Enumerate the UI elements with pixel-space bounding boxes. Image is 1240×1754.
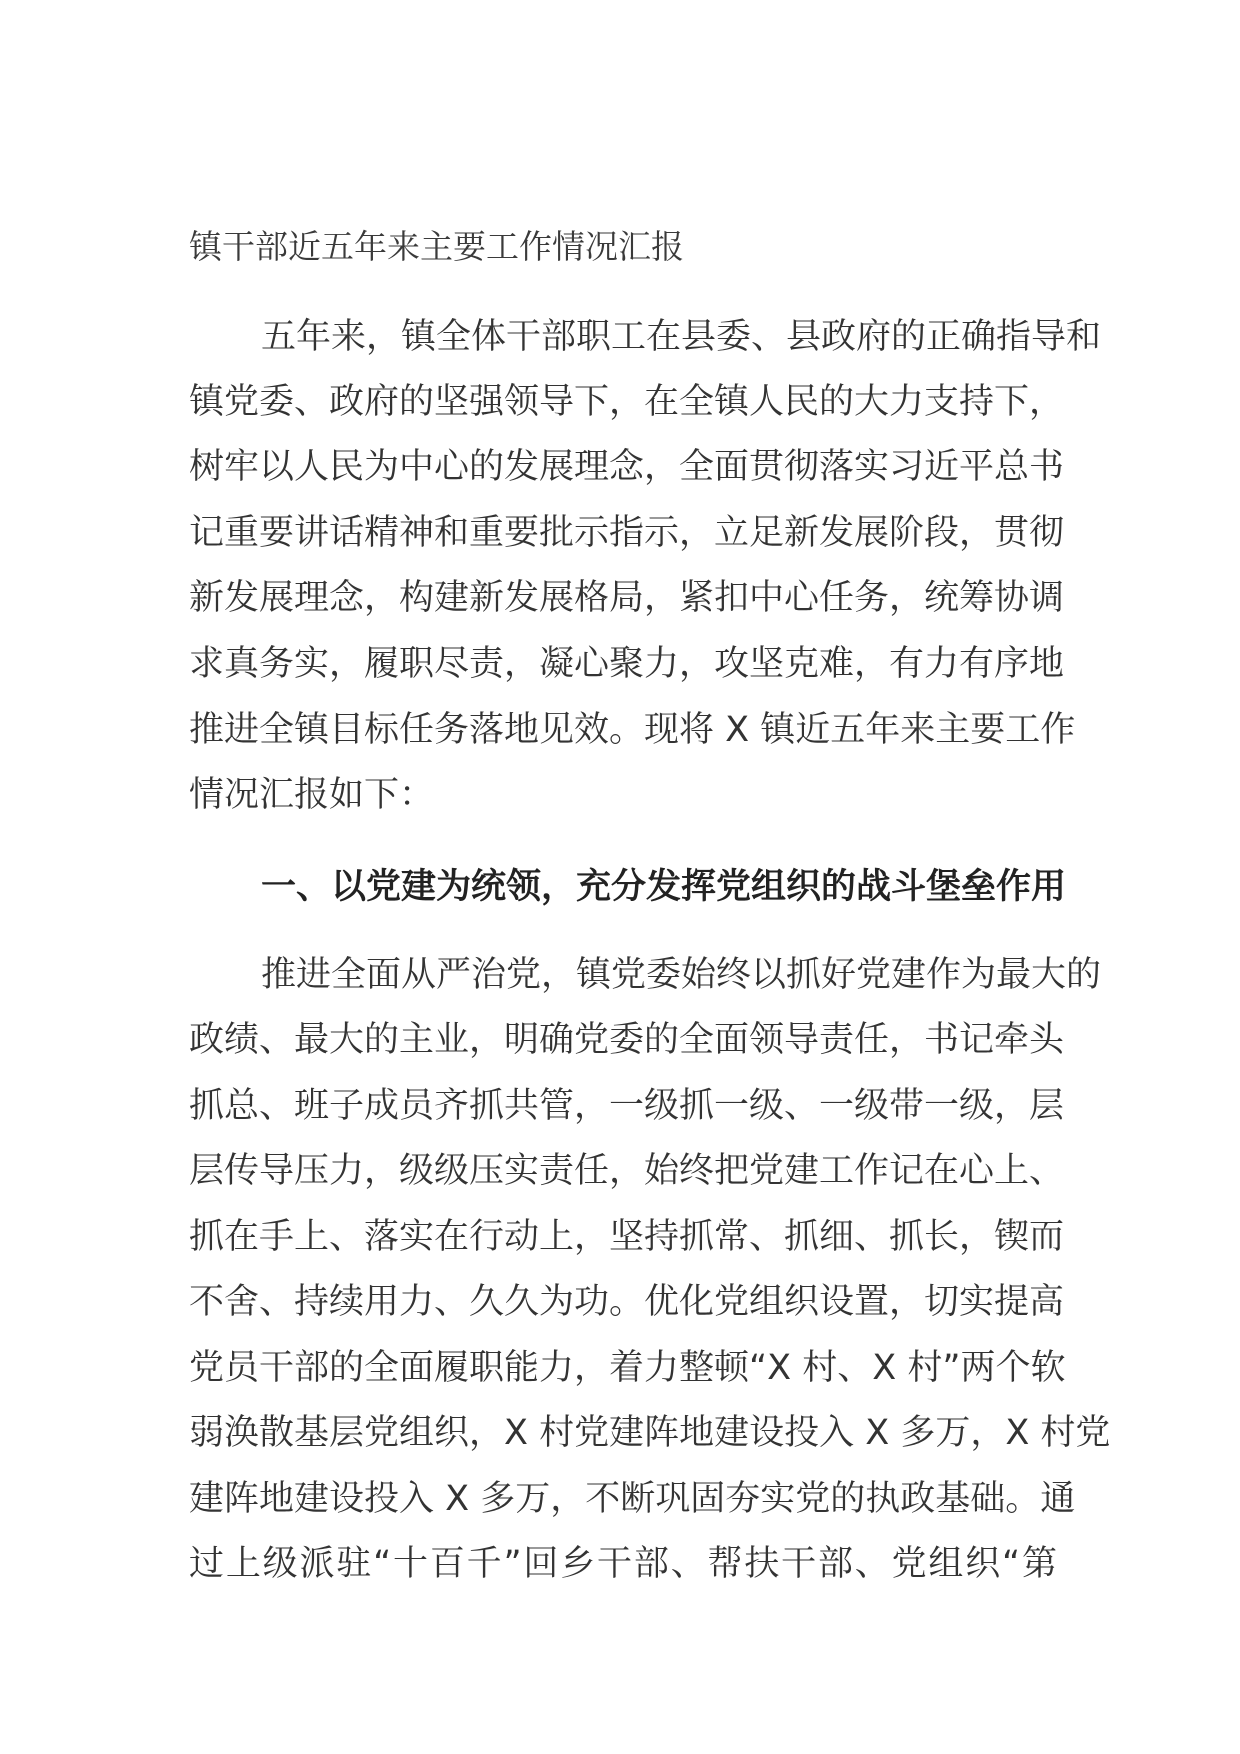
section-heading: 一、以党建为统领，充分发挥党组织的战斗堡垒作用 bbox=[261, 867, 1067, 907]
document-title: 镇干部近五年来主要工作情况汇报 bbox=[189, 227, 684, 266]
text-line: 不舍、持续用力、久久为功。优化党组织设置，切实提高 bbox=[189, 1282, 1065, 1322]
text-line: 推进全面从严治党，镇党委始终以抓好党建作为最大的 bbox=[261, 955, 1102, 995]
text-line: 记重要讲话精神和重要批示指示，立足新发展阶段，贯彻 bbox=[189, 513, 1065, 553]
text-line: 新发展理念，构建新发展格局，紧扣中心任务，统筹协调 bbox=[189, 578, 1065, 618]
text-line: 抓在手上、落实在行动上，坚持抓常、抓细、抓长，锲而 bbox=[189, 1217, 1065, 1257]
text-line: 政绩、最大的主业，明确党委的全面领导责任，书记牵头 bbox=[189, 1020, 1065, 1060]
text-line: 树牢以人民为中心的发展理念，全面贯彻落实习近平总书 bbox=[189, 447, 1065, 487]
text-line: 层传导压力，级级压实责任，始终把党建工作记在心上、 bbox=[189, 1151, 1065, 1191]
text-line: 过上级派驻“十百千”回乡干部、帮扶干部、党组织“第 bbox=[189, 1544, 1057, 1584]
text-line: 建阵地建设投入 X 多万，不断巩固夯实党的执政基础。通 bbox=[189, 1479, 1076, 1519]
text-line: 情况汇报如下： bbox=[189, 775, 435, 815]
text-line: 五年来，镇全体干部职工在县委、县政府的正确指导和 bbox=[261, 317, 1102, 357]
text-line: 求真务实，履职尽责，凝心聚力，攻坚克难，有力有序地 bbox=[189, 644, 1065, 684]
text-line: 弱涣散基层党组织，X 村党建阵地建设投入 X 多万，X 村党 bbox=[189, 1413, 1111, 1453]
text-line: 党员干部的全面履职能力，着力整顿“X 村、X 村”两个软 bbox=[189, 1348, 1066, 1388]
text-line: 镇党委、政府的坚强领导下，在全镇人民的大力支持下， bbox=[189, 382, 1065, 422]
text-line: 抓总、班子成员齐抓共管，一级抓一级、一级带一级，层 bbox=[189, 1086, 1065, 1126]
text-line: 推进全镇目标任务落地见效。现将 X 镇近五年来主要工作 bbox=[189, 710, 1076, 750]
